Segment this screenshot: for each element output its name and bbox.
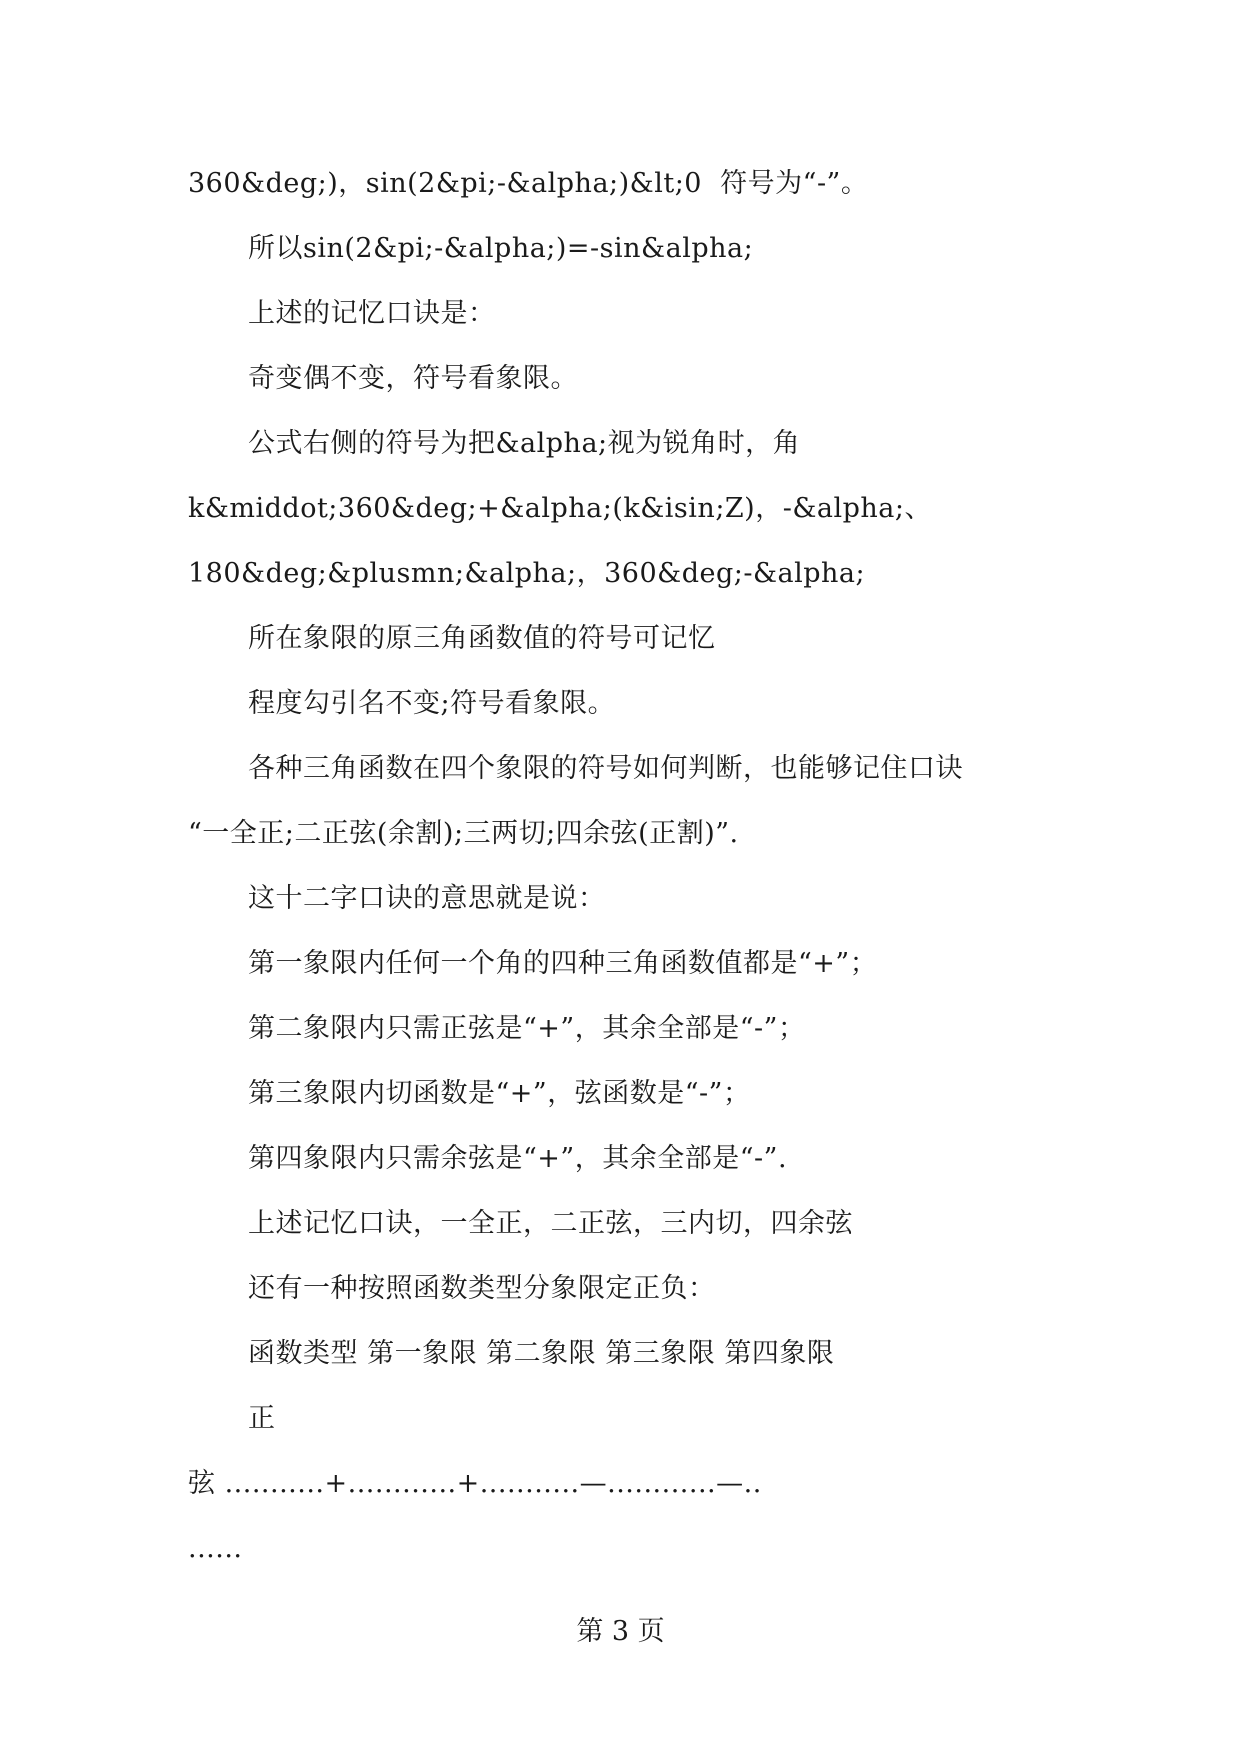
text-line: “一全正;二正弦(余割);三两切;四余弦(正割)”. (188, 818, 739, 849)
table-row-continuation: ...... (188, 1533, 243, 1564)
text-line: 公式右侧的符号为把&alpha;视为锐角时，角 (248, 428, 801, 459)
text-line: 这十二字口诀的意思就是说： (248, 883, 606, 914)
text-line: 所在象限的原三角函数值的符号可记忆 (248, 623, 716, 654)
text-line: 所以sin(2&pi;-&alpha;)=-sin&alpha; (248, 233, 754, 264)
text-line: 还有一种按照函数类型分象限定正负： (248, 1273, 716, 1304)
text-line: 正 (248, 1403, 276, 1434)
text-line: 第一象限内任何一个角的四种三角函数值都是“+”； (248, 948, 878, 979)
table-row-line: 弦 ...........+............+...........—............—.. (188, 1468, 762, 1499)
text-line: 第四象限内只需余弦是“+”，其余全部是“-”. (248, 1143, 788, 1174)
text-line: 上述的记忆口诀是： (248, 298, 496, 329)
text-line: 第三象限内切函数是“+”，弦函数是“-”； (248, 1078, 751, 1109)
page-number: 第 3 页 (576, 1616, 665, 1647)
text-line: 程度勾引名不变;符号看象限。 (248, 688, 616, 719)
table-header-line: 函数类型 第一象限 第二象限 第三象限 第四象限 (248, 1338, 835, 1369)
text-line: 180&deg;&plusmn;&alpha;，360&deg;-&alpha; (188, 558, 866, 589)
text-line: 360&deg;)，sin(2&pi;-&alpha;)&lt;0 符号为“-”。 (188, 168, 869, 199)
text-line: 奇变偶不变，符号看象限。 (248, 363, 578, 394)
text-line: 第二象限内只需正弦是“+”，其余全部是“-”； (248, 1013, 806, 1044)
text-line: 各种三角函数在四个象限的符号如何判断，也能够记住口诀 (248, 753, 963, 784)
text-line: 上述记忆口诀，一全正，二正弦，三内切，四余弦 (248, 1208, 853, 1239)
text-line: k&middot;360&deg;+&alpha;(k&isin;Z)，-&alpha;、 (188, 493, 932, 524)
